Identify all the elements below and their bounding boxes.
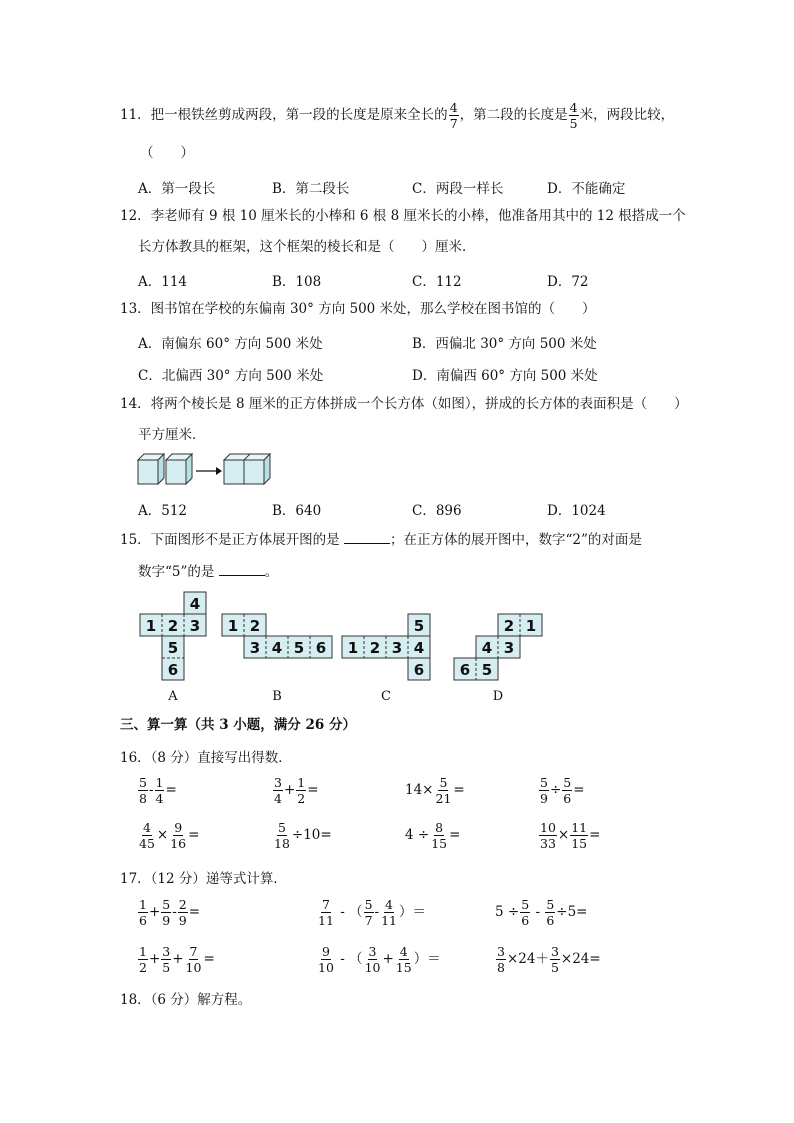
q17-expr-1: $\frac{1}{6}$ + $\frac{5}{9}$ - $\frac{2}{9}$ = — [139, 897, 201, 929]
cube-front-face — [166, 460, 186, 484]
q16-expr-3: 14× $\frac{5}{21}$ = — [405, 775, 465, 807]
q14-line2: 平方厘米． — [138, 427, 206, 443]
q17-expr-5: $\frac{9}{10}$ - （ $\frac{3}{10}$ + $\frac{4}{15}$ ）＝ — [318, 944, 441, 976]
q16-expr-1: $\frac{5}{8}$ - $\frac{1}{4}$ = — [139, 775, 177, 807]
net-d-cell-2: 2 — [503, 617, 515, 635]
q17-expr-3: 5 ÷ $\frac{5}{6}$ - $\frac{5}{6}$ ÷5= — [495, 897, 588, 929]
q11-option-c[interactable]: C．两段一样长 — [412, 181, 504, 197]
q16-expr-2: $\frac{3}{4}$ + $\frac{1}{2}$ = — [274, 775, 319, 807]
net-a-cell-5: 5 — [167, 639, 179, 657]
q12-option-a[interactable]: A．114 — [138, 274, 188, 290]
q11-option-a[interactable]: A．第一段长 — [138, 181, 216, 197]
q11-paren: （ ） — [140, 145, 194, 161]
q16-expr-7: 4 ÷ $\frac{8}{15}$ = — [405, 820, 461, 852]
net-a-label: A — [168, 689, 178, 704]
q11-option-d[interactable]: D．不能确定 — [547, 181, 626, 197]
answer-blank[interactable] — [344, 531, 390, 544]
q13-option-a[interactable]: A．南偏东 60° 方向 500 米处 — [138, 336, 323, 352]
net-b-cell-5: 5 — [293, 639, 305, 657]
q11-line1: 11．把一根铁丝剪成两段，第一段的长度是原来全长的 $\frac{4}{7}$ ，第二段的长度是 $\frac{4}{5}$ 米，两段比较， — [120, 100, 675, 132]
net-c[interactable] — [342, 614, 430, 704]
q17-expr-2: $\frac{7}{11}$ - （ $\frac{5}{7}$ - $\frac{4}{11}$ ）＝ — [318, 897, 426, 929]
q15-line2: 数字“5”的是 。 — [138, 564, 279, 580]
q16-expr-4: $\frac{5}{9}$ ÷ $\frac{5}{6}$ = — [540, 775, 585, 807]
net-a[interactable] — [140, 592, 206, 704]
net-b-cell-3: 3 — [249, 639, 261, 657]
q16-expr-5: $\frac{4}{45}$ × $\frac{9}{16}$ = — [139, 820, 200, 852]
net-c-cell-4: 4 — [413, 639, 425, 657]
net-b[interactable] — [222, 614, 332, 704]
net-c-label: C — [381, 689, 391, 704]
q14-option-a[interactable]: A．512 — [138, 503, 188, 519]
q13-line1: 13．图书馆在学校的东偏南 30° 方向 500 米处，那么学校在图书馆的（ ） — [120, 301, 596, 317]
net-b-cell-4: 4 — [271, 639, 283, 657]
q17-expr-4: $\frac{1}{2}$ + $\frac{3}{5}$ + $\frac{7}{10}$ = — [139, 944, 215, 976]
net-c-cell-2: 2 — [369, 639, 381, 657]
cuboid-side-face — [264, 454, 270, 484]
q12-option-c[interactable]: C．112 — [412, 274, 462, 290]
net-a-cell-3: 3 — [189, 617, 201, 635]
q12-option-d[interactable]: D．72 — [547, 274, 589, 290]
net-c-cell-1: 1 — [347, 639, 359, 657]
net-c-cell-3: 3 — [391, 639, 403, 657]
net-a-cell-6: 6 — [167, 661, 179, 679]
net-d-cell-5: 5 — [481, 661, 493, 679]
net-d-cell-3: 3 — [503, 639, 515, 657]
q14-option-d[interactable]: D．1024 — [547, 503, 606, 519]
net-d-cell-1: 1 — [525, 617, 537, 635]
net-b-cell-1: 1 — [227, 617, 239, 635]
cube-nets-figure — [136, 588, 566, 706]
net-a-cell-1: 1 — [145, 617, 157, 635]
q17-title: 17．（12 分）递等式计算． — [120, 871, 287, 887]
net-d-cell-6: 6 — [459, 661, 471, 679]
q16-expr-8: $\frac{10}{33}$ × $\frac{11}{15}$ = — [540, 820, 601, 852]
q12-line2: 长方体教具的框架，这个框架的棱长和是（ ）厘米． — [138, 239, 476, 255]
cube-side-face — [158, 454, 164, 484]
cube-side-face — [186, 454, 192, 484]
net-c-cell-5: 5 — [413, 617, 425, 635]
q14-line1: 14．将两个棱长是 8 厘米的正方体拼成一个长方体（如图），拼成的长方体的表面积是（ ） — [120, 396, 688, 412]
net-b-label: B — [272, 689, 282, 704]
q14-option-b[interactable]: B．640 — [272, 503, 322, 519]
q14-option-c[interactable]: C．896 — [412, 503, 462, 519]
q13-option-b[interactable]: B．西偏北 30° 方向 500 米处 — [412, 336, 597, 352]
net-d-label: D — [492, 689, 504, 704]
net-c-cell-6: 6 — [413, 661, 425, 679]
arrow-head-icon — [216, 467, 222, 475]
net-a-cell-2: 2 — [167, 617, 179, 635]
q17-expr-6: $\frac{3}{8}$ ×24＋ $\frac{3}{5}$ ×24= — [497, 944, 601, 976]
q16-expr-6: $\frac{5}{18}$ ÷10= — [274, 820, 332, 852]
fraction: $\frac{4}{7}$ — [449, 100, 458, 132]
section-title: 三、算一算（共 3 小题，满分 26 分） — [120, 717, 356, 733]
q15-line1: 15．下面图形不是正方体展开图的是 ；在正方体的展开图中，数字“2”的对面是 — [120, 532, 642, 548]
answer-blank[interactable] — [219, 563, 265, 576]
cube-figure — [136, 451, 276, 487]
cube-front-face — [138, 460, 158, 484]
net-b-cell-2: 2 — [249, 617, 261, 635]
q13-option-c[interactable]: C．北偏西 30° 方向 500 米处 — [138, 368, 324, 384]
q12-option-b[interactable]: B．108 — [272, 274, 322, 290]
net-a-cell-4: 4 — [189, 595, 201, 613]
fraction: $\frac{4}{5}$ — [569, 100, 578, 132]
net-d-cell-4: 4 — [481, 639, 493, 657]
q11-option-b[interactable]: B．第二段长 — [272, 181, 350, 197]
q18-title: 18．（6 分）解方程。 — [120, 992, 252, 1008]
q13-option-d[interactable]: D．南偏西 60° 方向 500 米处 — [412, 368, 598, 384]
q16-title: 16．（8 分）直接写出得数． — [120, 750, 292, 766]
net-b-cell-6: 6 — [315, 639, 327, 657]
q12-line1: 12．李老师有 9 根 10 厘米长的小棒和 6 根 8 厘米长的小棒，他准备用其中的 12 根搭成一个 — [120, 208, 686, 224]
net-d[interactable] — [454, 614, 542, 704]
